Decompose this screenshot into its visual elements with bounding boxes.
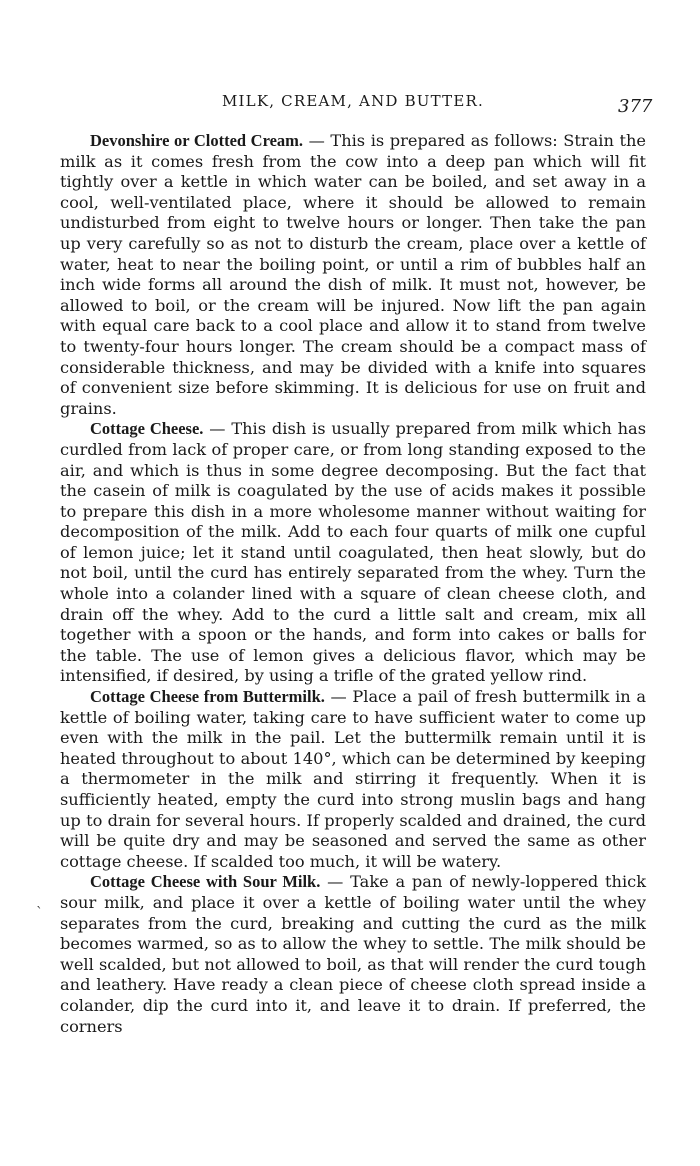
paragraph-text: — Place a pail of fresh buttermilk in a kettle of boiling water, taking care to have sufficient water to come up even with the milk in the pail. Let the buttermilk remain until it is heated throughout to about 140°, which can be determined by keeping a thermometer in the milk and stirring it frequently. When it is sufficiently heated, empty the curd into strong muslin bags and hang up to drain for several hours. If properly scalded and drained, the curd will be quite dry and may be seasoned and served the same as other cottage cheese. If scalded too much, it will be watery. <box>60 687 646 871</box>
page-number: 377 <box>618 96 653 117</box>
paragraph-cottage-cheese-sour-milk <box>60 872 646 1037</box>
paragraph-heading: Cottage Cheese with Sour Milk. <box>90 872 321 892</box>
paragraph-text: — Take a pan of newly-loppered thick sour milk, and place it over a kettle of boiling water until the whey separates from the curd, breaking and cutting the curd as the milk becomes warmed, so as to allow the whey to settle. The milk should be well scalded, but not allowed to boil, as that will render the curd tough and leathery. Have ready a clean piece of cheese cloth spread inside a colander, dip the curd into it, and leave it to drain. If preferred, the corners <box>60 872 647 1036</box>
margin-mark: ` <box>36 905 43 921</box>
paragraph-cottage-cheese <box>60 419 646 687</box>
body-text <box>60 131 646 1037</box>
paragraph-devonshire-cream <box>60 131 646 419</box>
paragraph-heading: Cottage Cheese. <box>90 419 204 439</box>
paragraph-heading: Devonshire or Clotted Cream. <box>90 131 304 150</box>
running-head <box>0 92 700 116</box>
paragraph-heading: Cottage Cheese from Buttermilk. <box>90 687 325 707</box>
running-title: MILK, CREAM, AND BUTTER. <box>222 92 484 110</box>
paragraph-text: — This dish is usually prepared from milk which has curdled from lack of proper care, or from long standing exposed to the air, and which is thus in some degree decomposing. But the fact that the casein of milk is coagulated by the use of acids makes it possible to prepare this dish in a more wholesome manner without waiting for decomposition of the milk. Add to each four quarts of milk one cupful of lemon juice; let it stand until coagulated, then heat slowly, but do not boil, until the curd has entirely separated from the whey. Turn the whole into a colander lined with a square of clean cheese cloth, and drain off the whey. Add to the curd a little salt and cream, mix all together with a spoon or the hands, and form into cakes or balls for the table. The use of lemon gives a delicious flavor, which may be intensified, if desired, by using a trifle of the grated yellow rind. <box>60 419 646 686</box>
paragraph-cottage-cheese-buttermilk <box>60 687 646 872</box>
paragraph-text: — This is prepared as follows: Strain the milk as it comes fresh from the cow into a deep pan which will fit tightly over a kettle in which water can be boiled, and set away in a cool, well-ventilated place, where it should be allowed to remain undisturbed from eight to twelve hours or longer. Then take the pan up very carefully so as not to disturb the cream, place over a kettle of water, heat to near the boiling point, or until a rim of bubbles half an inch wide forms all around the dish of milk. It must not, however, be allowed to boil, or the cream will be injured. Now lift the pan again with equal care back to a cool place and allow it to stand from twelve to twenty-four hours longer. The cream should be a compact mass of considerable thickness, and may be divided with a knife into squares of convenient size before skimming. It is delicious for use on fruit and grains. <box>60 131 646 418</box>
